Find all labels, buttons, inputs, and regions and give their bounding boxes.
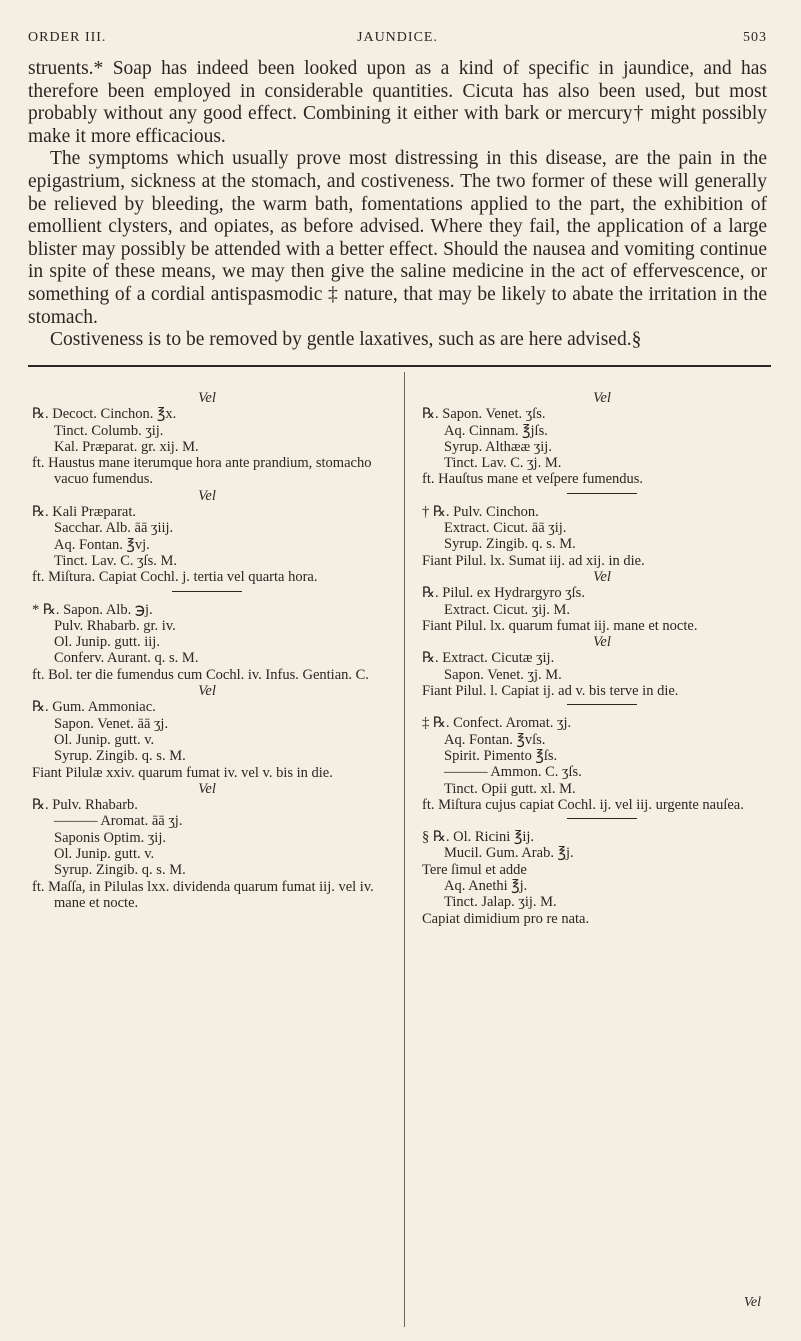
prescription-line: ℞. Pulv. Rhabarb. (32, 797, 138, 814)
prescription-line: Kal. Præparat. gr. xij. M. (54, 438, 199, 455)
paragraph: Costiveness is to be removed by gentle laxatives, such as are here advised.§ (50, 329, 642, 351)
catchword: Vel (743, 1295, 761, 1310)
column-divider (404, 372, 405, 1327)
prescription-line: Fiant Pilul. lx. Sumat iij. ad xij. in die. (422, 552, 645, 569)
prescription-line: Spirit. Pimento ℥ſs. (444, 747, 558, 764)
prescription-line: ft. Miſtura cujus capiat Cochl. ij. vel iij. urgente nauſea. (422, 796, 744, 813)
prescription-line: ft. Haustus mane iterumque hora ante prandium, stomacho vacuo fumendus. (32, 455, 372, 488)
prescription-line: ft. Miſtura. Capiat Cochl. j. tertia vel quarta hora. (32, 569, 318, 586)
header-title: JAUNDICE. (357, 30, 438, 45)
prescription-line: Extract. Cicut. āā ʒij. (444, 520, 567, 537)
prescription-line: Aq. Fontan. ℥vſs. (444, 731, 546, 748)
prescription-line: † ℞. Pulv. Cinchon. (422, 503, 539, 520)
prescription-line: Ol. Junip. gutt. v. (54, 731, 155, 748)
prescription-line: Sacchar. Alb. āā ʒiij. (54, 520, 174, 537)
prescription-line: Tere ſimul et adde (422, 861, 527, 878)
prescription-line: ℞. Kali Præparat. (32, 504, 137, 521)
prescription-line: ℞. Gum. Ammoniac. (32, 699, 156, 716)
prescription-line: Tinct. Lav. C. ʒſs. M. (54, 552, 177, 569)
prescription-line: ℞. Extract. Cicutæ ʒij. (422, 650, 555, 667)
vel-separator: Vel (198, 780, 216, 797)
prescription-line: Syrup. Zingib. q. s. M. (444, 536, 576, 553)
prescription-line: Ol. Junip. gutt. iij. (54, 634, 160, 651)
prescription-line: ℞. Pilul. ex Hydrargyro ʒſs. (422, 585, 585, 602)
prescriptions-left-column (32, 390, 382, 911)
main-text (28, 58, 767, 352)
prescription-line: Fiant Pilul. lx. quarum fumat iij. mane et nocte. (422, 617, 698, 634)
prescription-line: Conferv. Aurant. q. s. M. (54, 650, 199, 667)
prescription-line: ℞. Sapon. Venet. ʒſs. (422, 406, 546, 423)
paragraph: The symptoms which usually prove most distressing in this disease, are the pain in the epigastrium, sickness at the stomach, and costiveness. The two former of these will generally be relieved by bleeding, the warm bath, fomentations applied to the part, the exhibition of emollient clysters, and opiates, as before advised. Where they fail, the application of a large blister may possibly be attended with a better effect. Should the nausea and vomiting continue in spite of these means, we may then give the saline medicine in the act of effervescence, or something of a cordial antispasmodic ‡ nature, that may be likely to abate the irritation in the stomach. (28, 148, 767, 328)
prescription-line: Sapon. Venet. āā ʒj. (54, 715, 169, 732)
prescription-line: Tinct. Lav. C. ʒj. M. (444, 455, 562, 472)
prescription-line: ft. Maſſa, in Pilulas lxx. dividenda quarum fumat iij. vel iv. mane et nocte. (32, 878, 374, 911)
footnote-rule (567, 818, 637, 819)
prescription-line: ft. Hauſtus mane et veſpere fumendus. (422, 471, 644, 488)
prescription-line: Aq. Fontan. ℥vj. (54, 536, 150, 553)
footnote-rule (567, 493, 637, 494)
prescription-line: Saponis Optim. ʒij. (54, 829, 166, 846)
vel-separator: Vel (198, 390, 216, 406)
prescription-line: ——— Aromat. āā ʒj. (54, 813, 183, 830)
footnote-rule (172, 591, 242, 592)
prescriptions-right-column (422, 390, 782, 927)
footnote-rule (567, 704, 637, 705)
prescription-line: Capiat dimidium pro re nata. (422, 910, 590, 927)
prescription-line: Fiant Pilul. l. Capiat ij. ad v. bis terve in die. (422, 683, 679, 700)
prescription-line: Fiant Pilulæ xxiv. quarum fumat iv. vel v. bis in die. (32, 764, 333, 781)
vel-separator: Vel (593, 568, 611, 585)
prescription-line: Mucil. Gum. Arab. ℥j. (444, 845, 574, 862)
vel-separator: Vel (198, 487, 216, 504)
prescription-line: Aq. Cinnam. ℥jſs. (444, 422, 548, 439)
header-order: ORDER III. (28, 30, 107, 45)
section-rule (28, 365, 771, 367)
prescription-line: ℞. Decoct. Cinchon. ℥x. (32, 406, 177, 423)
prescription-line: Tinct. Jalap. ʒij. M. (444, 894, 557, 911)
vel-separator: Vel (198, 683, 216, 700)
vel-separator: Vel (593, 390, 611, 406)
prescription-line: Sapon. Venet. ʒj. M. (444, 666, 562, 683)
prescription-line: Ol. Junip. gutt. v. (54, 846, 155, 863)
prescription-line: ——— Ammon. C. ʒſs. (444, 764, 582, 781)
page-number: 503 (743, 30, 767, 45)
prescription-line: Syrup. Zingib. q. s. M. (54, 862, 186, 879)
prescription-line: * ℞. Sapon. Alb. ℈j. (32, 601, 153, 618)
prescription-line: § ℞. Ol. Ricini ℥ij. (422, 829, 534, 846)
prescription-line: Extract. Cicut. ʒij. M. (444, 601, 571, 618)
prescription-line: Tinct. Columb. ʒij. (54, 422, 164, 439)
prescription-line: Tinct. Opii gutt. xl. M. (444, 780, 576, 797)
prescription-line: Aq. Anethi ℥j. (444, 878, 528, 895)
prescription-line: Pulv. Rhabarb. gr. iv. (54, 617, 176, 634)
running-header (28, 30, 767, 50)
prescription-line: ‡ ℞. Confect. Aromat. ʒj. (422, 715, 572, 732)
prescription-line: Syrup. Zingib. q. s. M. (54, 748, 186, 765)
vel-separator: Vel (593, 634, 611, 651)
paragraph: struents.* Soap has indeed been looked upon as a kind of specific in jaundice, and has therefore been employed in considerable quantities. Cicuta has also been used, but most probably without any good effect. Combining it either with bark or mercury† might possibly make it more efficacious. (28, 58, 767, 147)
prescription-line: ft. Bol. ter die fumendus cum Cochl. iv. Infus. Gentian. C. (32, 666, 369, 683)
prescription-line: Syrup. Althææ ʒij. (444, 438, 552, 455)
